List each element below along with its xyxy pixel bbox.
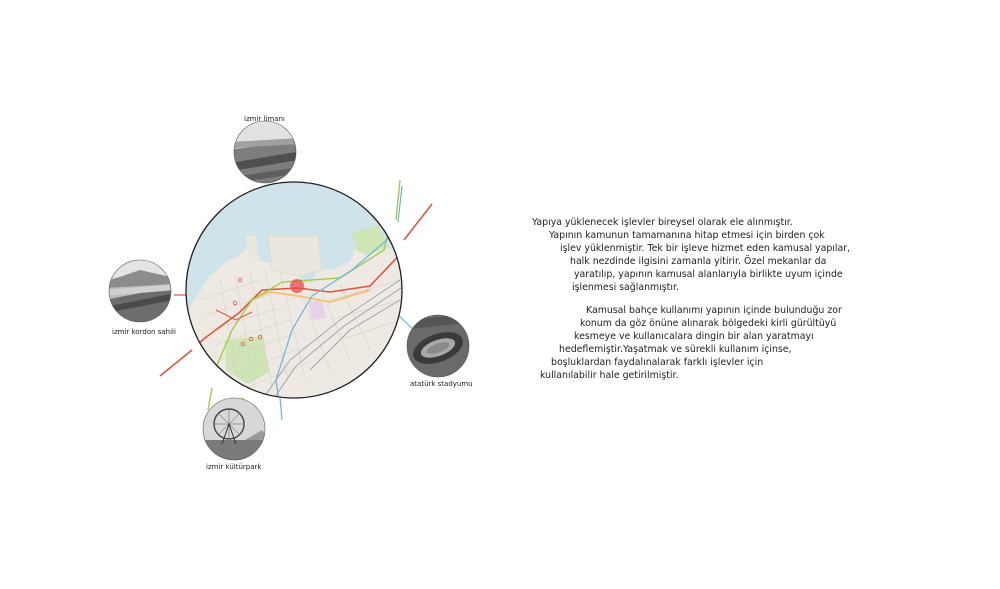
label-liman: izmir limanı	[244, 115, 285, 123]
paragraph-1-line: işlenmesi sağlanmıştır.	[572, 282, 679, 293]
paragraph-2-line: konum da göz önüne alınarak bölgedeki kirli gürültüyü	[580, 318, 837, 329]
label-kulturpark: izmir kültürpark	[206, 463, 262, 471]
paragraph-2-line: Kamusal bahçe kullanımı yapının içinde bulunduğu zor	[586, 305, 842, 316]
paragraph-1-line: halk nezdinde ilgisini zamanla yitirir. Özel mekanlar da	[570, 256, 827, 267]
paragraph-1-line: Yapıya yüklenecek işlevler bireysel olarak ele alınmıştır.	[532, 217, 793, 228]
project-site-marker	[290, 279, 304, 293]
label-stadyum: atatürk stadyumu	[410, 380, 473, 388]
photo-stadyum	[403, 311, 473, 381]
photo-liman	[230, 118, 300, 188]
paragraph-2-line: kullanılabilir hale getirilmiştir.	[540, 370, 679, 381]
paragraph-1	[532, 216, 850, 294]
paragraph-1-line: yaratılıp, yapının kamusal alanlarıyla birlikte uyum içinde	[574, 269, 843, 280]
paragraph-2	[531, 304, 842, 382]
paragraph-1-line: Yapının kamunun tamamanına hitap etmesi için birden çok	[549, 230, 825, 241]
paragraph-2-line: hedeflemiştir.Yaşatmak ve sürekli kullanım içinse,	[559, 344, 792, 355]
paragraph-1-line: işlev yüklenmiştir. Tek bir işleve hizmet eden kamusal yapılar,	[560, 243, 851, 254]
paragraph-2-line: kesmeye ve kullanıcalara dingin bir alan yaratmayı	[574, 331, 814, 342]
paragraph-2-line: boşluklardan faydalınalarak farklı işlevler için	[551, 357, 764, 368]
label-kordon: izmir kordon sahili	[112, 328, 176, 336]
city-map	[160, 176, 432, 420]
photo-kordon	[105, 256, 175, 326]
